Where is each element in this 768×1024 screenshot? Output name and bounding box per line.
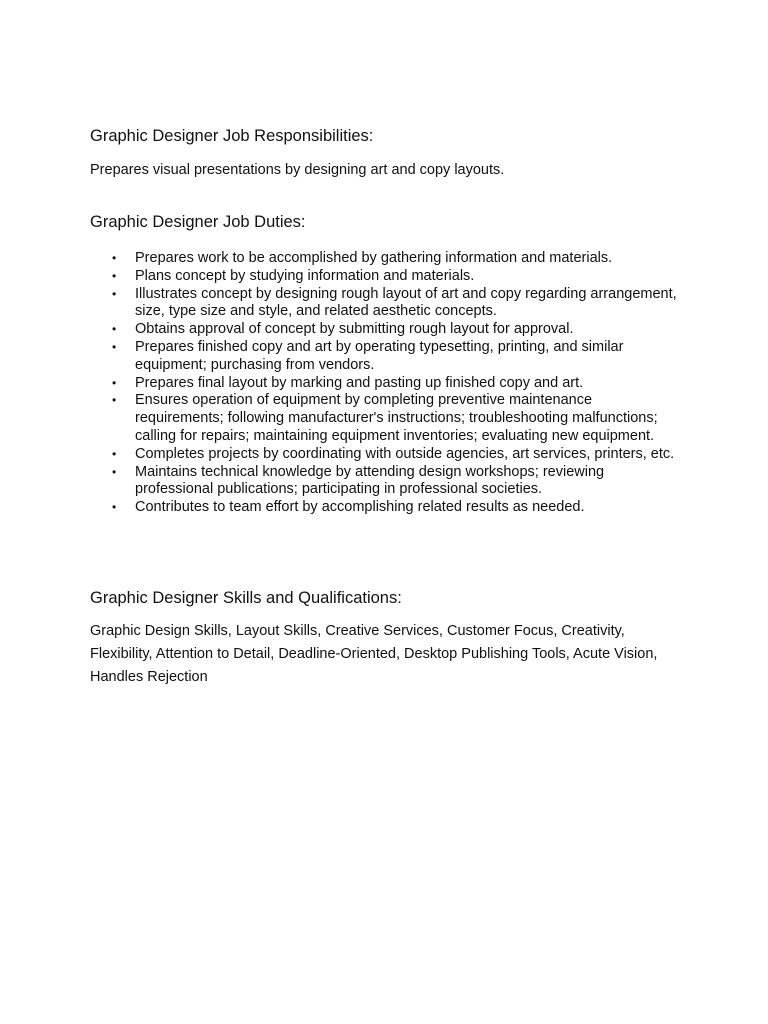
bullet-icon: • (112, 375, 117, 390)
list-item (90, 268, 680, 286)
bullet-icon: • (112, 268, 117, 283)
skills-text: Graphic Design Skills, Layout Skills, Creative Services, Customer Focus, Creativity, Flexibility, Attention to Detail, Deadline-Oriented, Desktop Publishing Tools, Acute Vision, Handles Rejection (90, 623, 658, 685)
list-item (90, 250, 680, 268)
duty-text: Ensures operation of equipment by completing preventive maintenance requirements; following manufacturer's instructions; troubleshooting malfunctions; calling for repairs; maintaining equipment inventories; evaluating new equipment. (135, 392, 658, 444)
duty-text: Obtains approval of concept by submitting rough layout for approval. (135, 321, 574, 338)
duty-text: Contributes to team effort by accomplishing related results as needed. (135, 499, 585, 516)
list-item (90, 339, 680, 375)
list-item (90, 464, 680, 500)
duty-text: Illustrates concept by designing rough layout of art and copy regarding arrangement, size, type size and style, and related aesthetic concepts. (135, 285, 677, 320)
list-item (90, 499, 680, 517)
bullet-icon: • (112, 500, 117, 515)
bullet-icon: • (112, 464, 117, 479)
list-item (90, 286, 680, 322)
list-item (90, 446, 680, 464)
responsibilities-heading: Graphic Designer Job Responsibilities: (90, 127, 374, 145)
responsibilities-text: Prepares visual presentations by designing art and copy layouts. (90, 162, 505, 178)
duty-text: Prepares finished copy and art by operating typesetting, printing, and similar equipment; purchasing from vendors. (135, 338, 624, 373)
bullet-icon: • (112, 322, 117, 337)
bullet-icon: • (112, 446, 117, 461)
bullet-icon: • (112, 393, 117, 408)
duties-list (90, 250, 680, 517)
duty-text: Completes projects by coordinating with outside agencies, art services, printers, etc. (135, 445, 675, 462)
duty-text: Maintains technical knowledge by attending design workshops; reviewing professional publications; participating in professional societies. (135, 463, 605, 498)
duty-text: Plans concept by studying information and materials. (135, 267, 475, 284)
list-item (90, 321, 680, 339)
duty-text: Prepares work to be accomplished by gathering information and materials. (135, 250, 613, 266)
bullet-icon: • (112, 251, 117, 265)
skills-heading: Graphic Designer Skills and Qualifications: (90, 589, 402, 607)
duties-heading: Graphic Designer Job Duties: (90, 213, 306, 231)
duty-text: Prepares final layout by marking and pasting up finished copy and art. (135, 374, 584, 391)
bullet-icon: • (112, 286, 117, 301)
list-item (90, 392, 680, 445)
bullet-icon: • (112, 339, 117, 354)
list-item (90, 375, 680, 393)
